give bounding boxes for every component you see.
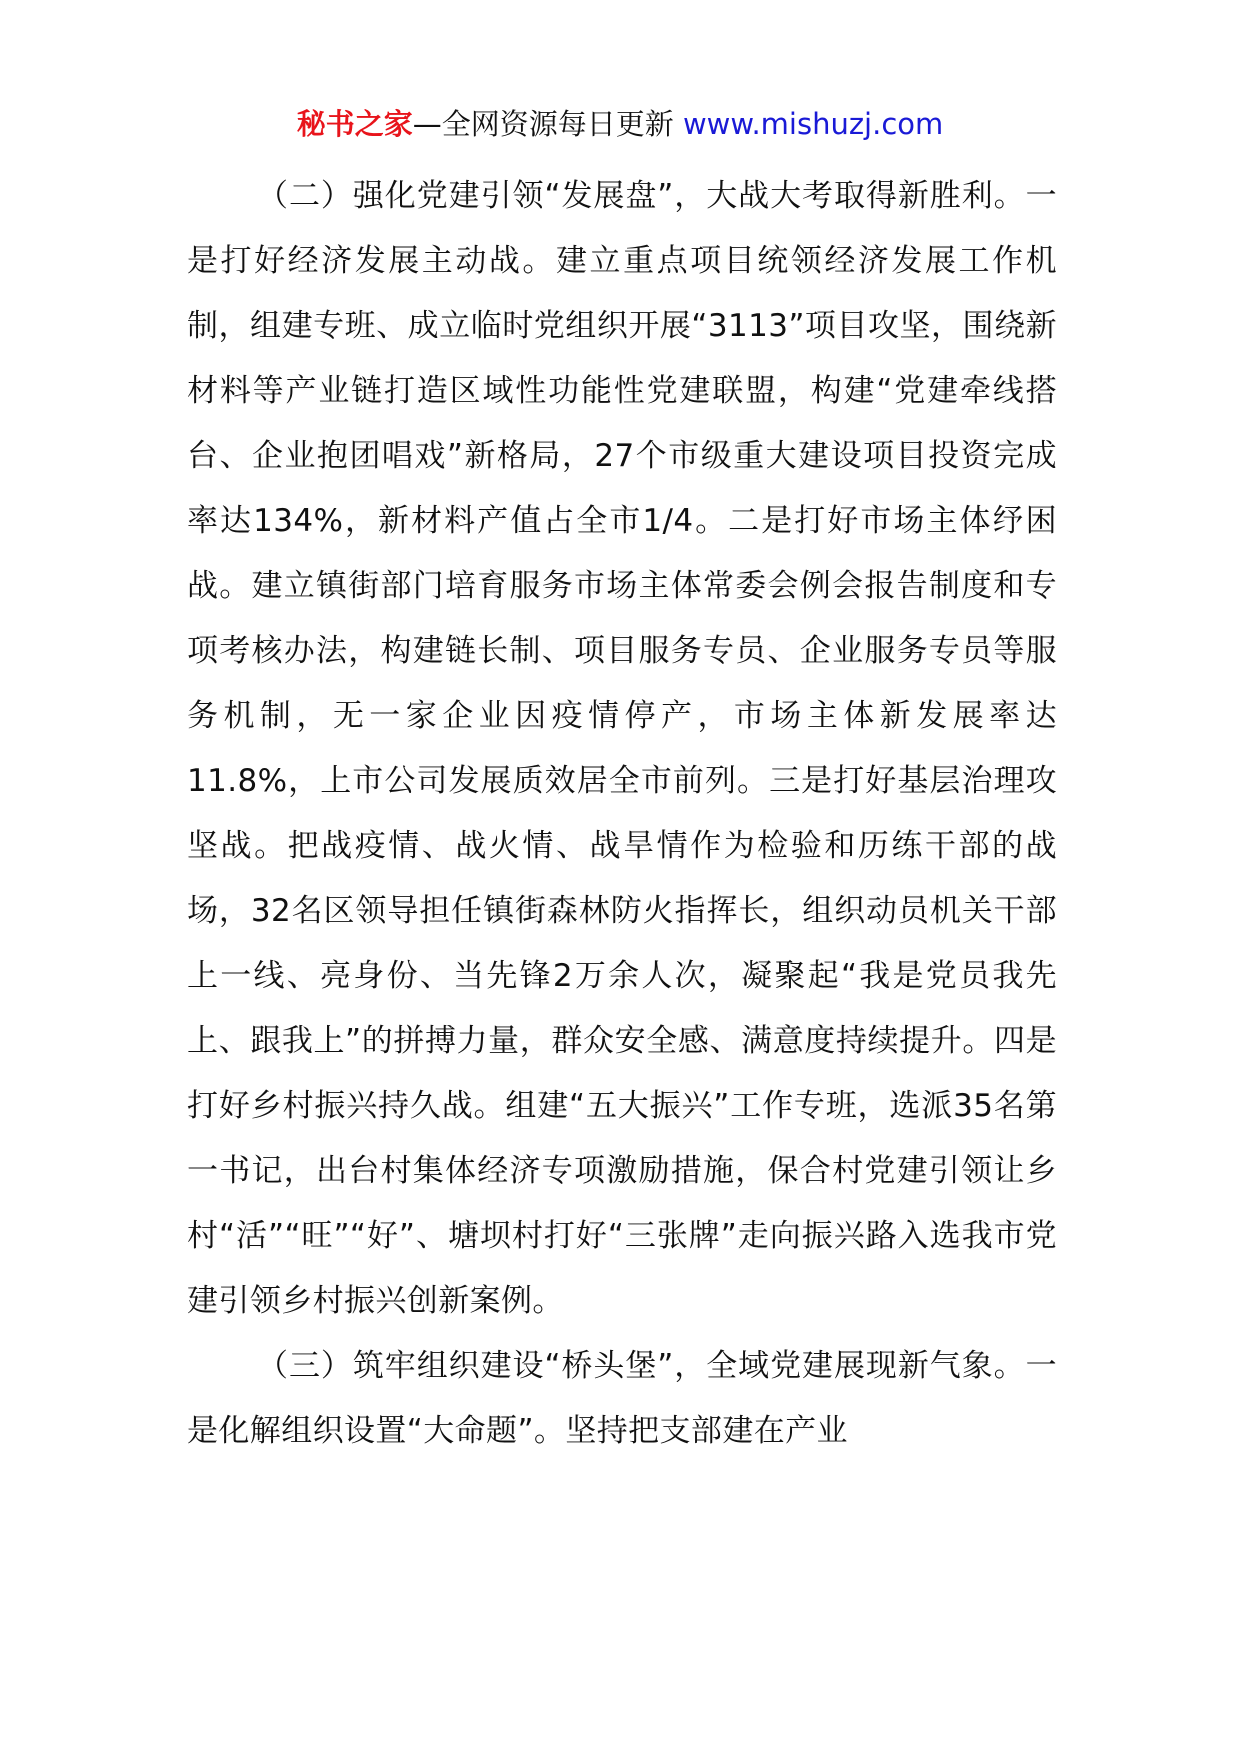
header-tagline: —全网资源每日更新 xyxy=(412,107,683,141)
paragraph-2: （二）强化党建引领“发展盘”，大战大考取得新胜利。一是打好经济发展主动战。建立重点项目统领经济发展工作机制，组建专班、成立临时党组织开展“3113”项目攻坚，围绕新材料等产业链打造区域性功能性党建联盟，构建“党建牵线搭台、企业抱团唱戏”新格局，27个市级重大建设项目投资完成率达134%，新材料产值占全市1/4。二是打好市场主体纾困战。建立镇街部门培育服务市场主体常委会例会报告制度和专项考核办法，构建链长制、项目服务专员、企业服务专员等服务机制，无一家企业因疫情停产，市场主体新发展率达11.8%，上市公司发展质效居全市前列。三是打好基层治理攻坚战。把战疫情、战火情、战旱情作为检验和历练干部的战场，32名区领导担任镇街森林防火指挥长，组织动员机关干部上一线、亮身份、当先锋2万余人次，凝聚起“我是党员我先上、跟我上”的拼搏力量，群众安全感、满意度持续提升。四是打好乡村振兴持久战。组建“五大振兴”工作专班，选派35名第一书记，出台村集体经济专项激励措施，保合村党建引领让乡村“活”“旺”“好”、塘坝村打好“三张牌”走向振兴路入选我市党建引领乡村振兴创新案例。 xyxy=(187,178,1057,1319)
paragraph-3: （三）筑牢组织建设“桥头堡”，全域党建展现新气象。一是化解组织设置“大命题”。坚持把支部建在产业 xyxy=(187,1348,1057,1449)
document-body xyxy=(187,164,1057,1464)
site-url-link[interactable]: www.mishuzj.com xyxy=(682,107,944,141)
site-header xyxy=(0,104,1240,144)
brand-name: 秘书之家 xyxy=(296,107,413,141)
